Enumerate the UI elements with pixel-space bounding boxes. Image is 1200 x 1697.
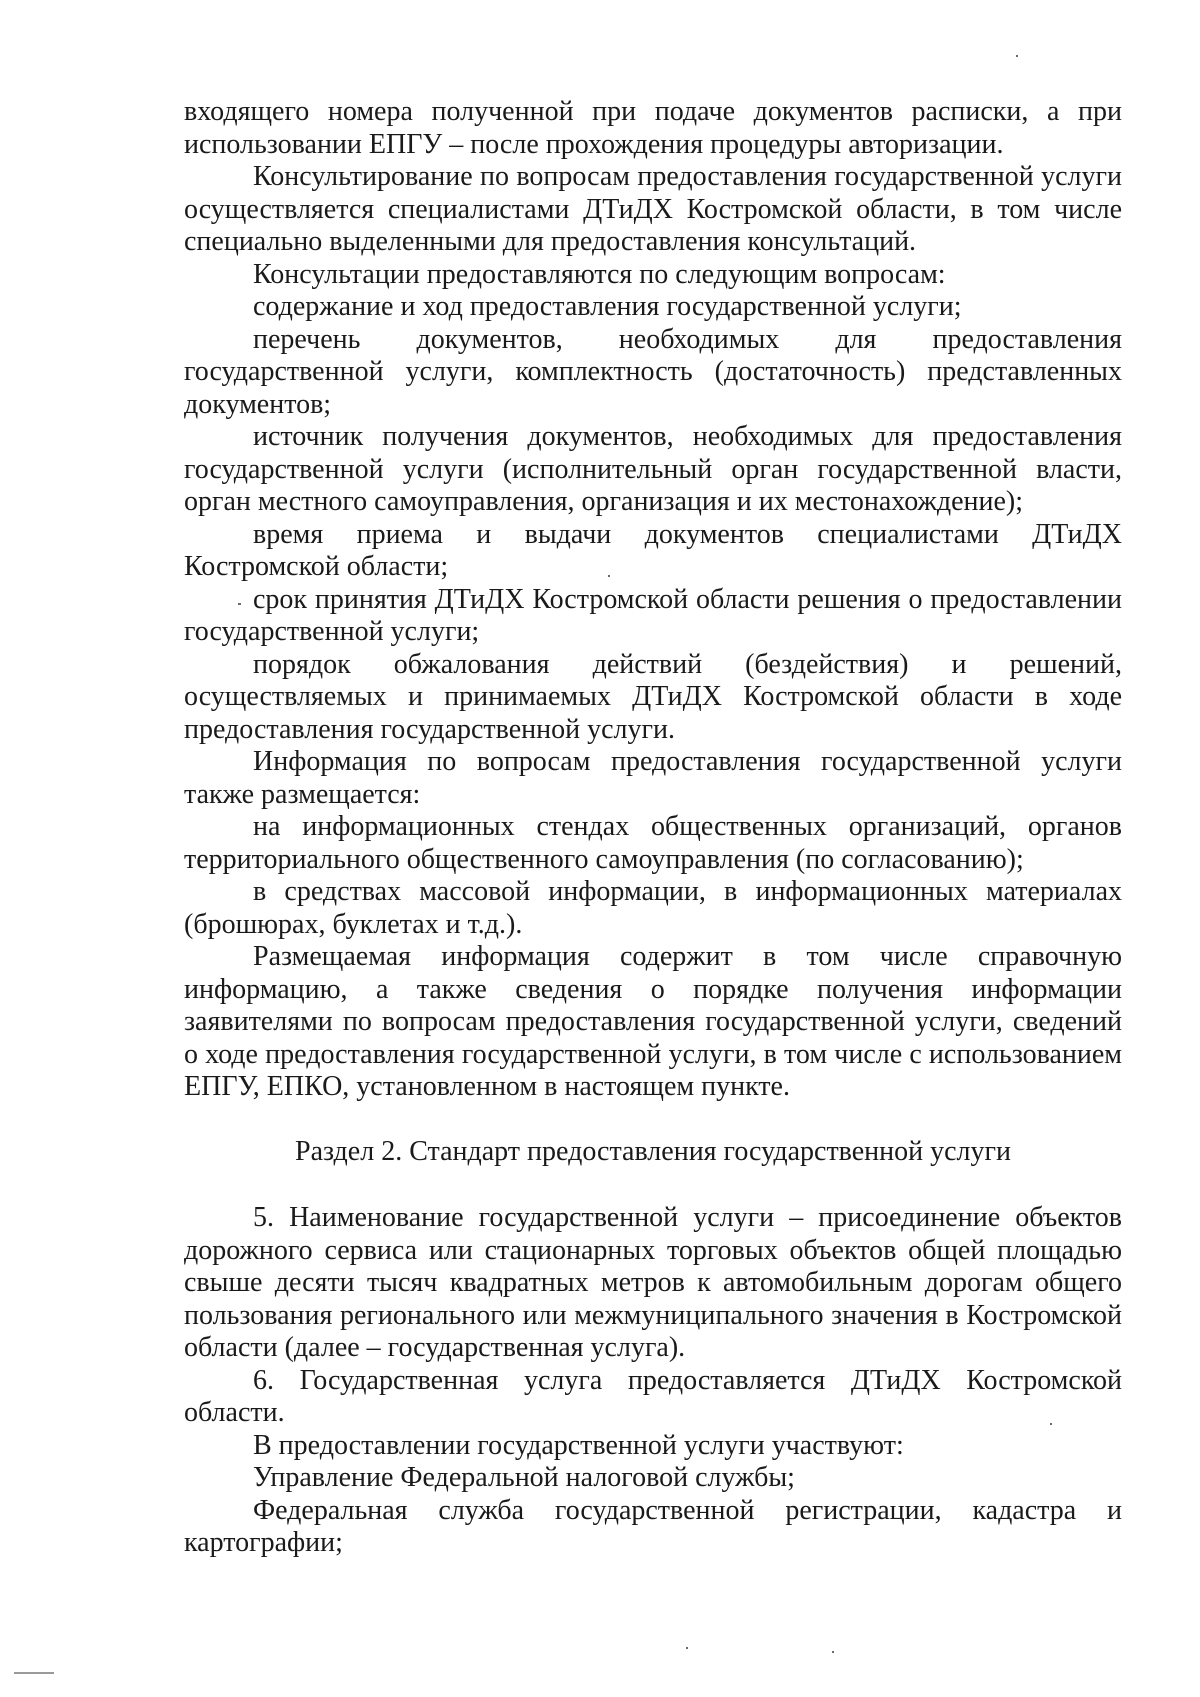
paragraph: срок принятия ДТиДХ Костромской области решения о предоставлении государственной услуги; xyxy=(184,583,1122,647)
paragraph: В предоставлении государственной услуги участвуют: xyxy=(253,1429,904,1461)
paragraph: время приема и выдачи документов специалистами ДТиДХ Костромской области; xyxy=(184,518,1122,582)
paragraph: 5. Наименование государственной услуги – присоединение объектов дорожного сервиса или стационарных торговых объектов общей площадью свыше десяти тысяч квадратных метров к автомобильным дорогам общего пользования регионального или межмуниципального значения в Костромской области (далее – государственная услуга). xyxy=(184,1202,1122,1363)
paragraph: порядок обжалования действий (бездействия) и решений, осуществляемых и принимаемых ДТиДХ Костромской области в ходе предоставления государственной услуги. xyxy=(184,648,1122,745)
paragraph: Информация по вопросам предоставления государственной услуги также размещается: xyxy=(184,746,1122,810)
paragraph: Размещаемая информация содержит в том числе справочную информацию, а также сведения о порядке получения информации заявителями по вопросам предоставления государственной услуги, сведений о ходе предоставления государственной услуги, в том числе с использованием ЕПГУ, ЕПКО, установленном в настоящем пункте. xyxy=(184,941,1122,1102)
paragraph: Управление Федеральной налоговой службы; xyxy=(253,1462,795,1493)
paragraph: на информационных стендах общественных организаций, органов территориального общественного самоуправления (по согласованию); xyxy=(184,811,1122,875)
scan-dust-mark xyxy=(686,1647,688,1649)
paragraph: перечень документов, необходимых для предоставления государственной услуги, комплектность (достаточность) представленных документов; xyxy=(184,323,1122,420)
paragraph: содержание и ход предоставления государственной услуги; xyxy=(253,291,962,322)
section-1-text xyxy=(184,96,1122,1104)
scan-dust-mark xyxy=(238,603,241,605)
paragraph: Федеральная служба государственной регистрации, кадастра и картографии; xyxy=(184,1494,1122,1558)
paragraph: источник получения документов, необходимых для предоставления государственной услуги (исполнительный орган государственной власти, орган местного самоуправления, организация и их местонахождение); xyxy=(184,421,1122,517)
paragraph: входящего номера полученной при подаче документов расписки, а при использовании ЕПГУ – после прохождения процедуры авторизации. xyxy=(184,96,1122,160)
scan-dust-mark xyxy=(1050,1423,1052,1425)
document-body xyxy=(184,96,1122,1560)
scan-dust-mark xyxy=(1016,55,1018,57)
scan-dust-mark xyxy=(14,1672,54,1674)
paragraph: Консультирование по вопросам предоставления государственной услуги осуществляется специалистами ДТиДХ Костромской области, в том числе специально выделенными для предоставления консультаций. xyxy=(184,161,1122,257)
paragraph: 6. Государственная услуга предоставляется ДТиДХ Костромской области. xyxy=(184,1364,1122,1428)
section-heading: Раздел 2. Стандарт предоставления государственной услуги xyxy=(295,1135,1011,1167)
scan-dust-mark xyxy=(832,1651,834,1653)
paragraph: в средствах массовой информации, в информационных материалах (брошюрах, буклетах и т.д.). xyxy=(184,876,1122,940)
scan-dust-mark xyxy=(608,575,610,577)
section-2-text xyxy=(184,1202,1122,1560)
paragraph: Консультации предоставляются по следующим вопросам: xyxy=(253,258,946,290)
